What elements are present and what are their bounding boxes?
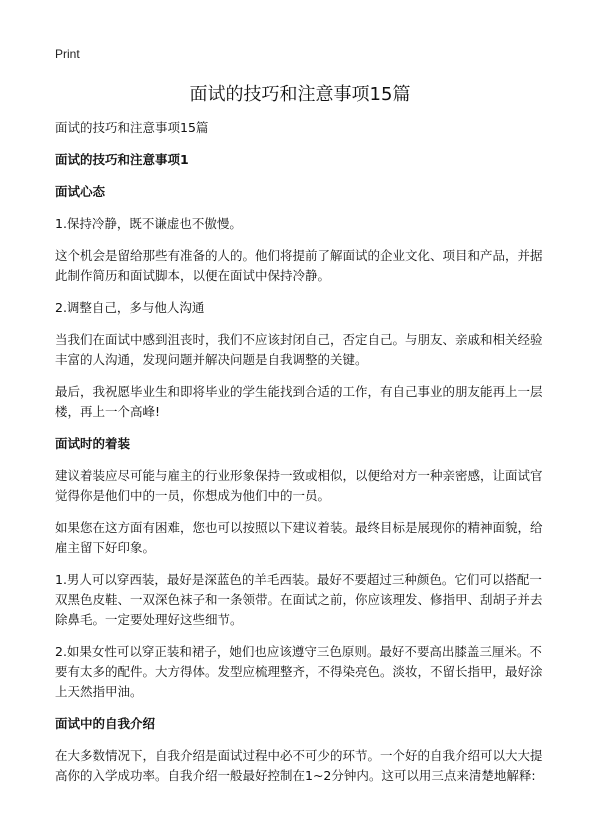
paragraph: 2.如果女性可以穿正装和裙子，她们也应该遵守三色原则。最好不要高出膝盖三厘米。不要有太多的配件。大方得体。发型应梳理整齐，不得染亮色。淡妆，不留长指甲，最好涂上天然指甲油。 (55, 644, 543, 699)
print-label[interactable]: Print (55, 47, 80, 61)
paragraph: 当我们在面试中感到沮丧时，我们不应该封闭自己，否定自己。与朋友、亲戚和相关经验丰富的人沟通，发现问题并解决问题是自我调整的关键。 (55, 332, 543, 367)
section-heading: 面试的技巧和注意事项1 (55, 152, 189, 167)
section-heading: 面试时的着装 (55, 436, 131, 451)
paragraph: 在大多数情况下，自我介绍是面试过程中必不可少的环节。一个好的自我介绍可以大大提高你的入学成功率。自我介绍一般最好控制在1~2分钟内。这可以用三点来清楚地解释: (55, 748, 543, 783)
paragraph: 1.保持冷静，既不谦虚也不傲慢。 (55, 216, 242, 231)
paragraph: 这个机会是留给那些有准备的人的。他们将提前了解面试的企业文化、项目和产品，并据此制作简历和面试脚本，以便在面试中保持冷静。 (55, 248, 543, 283)
paragraph: 2.调整自己，多与他人沟通 (55, 300, 205, 315)
document-subtitle: 面试的技巧和注意事项15篇 (55, 120, 209, 135)
paragraph: 1.男人可以穿西装，最好是深蓝色的羊毛西装。最好不要超过三种颜色。它们可以搭配一双黑色皮鞋、一双深色袜子和一条领带。在面试之前，你应该理发、修指甲、刮胡子并去除鼻毛。一定要处理好这些细节。 (55, 572, 543, 627)
document-body (55, 118, 545, 798)
section-heading: 面试中的自我介绍 (55, 716, 156, 731)
paragraph: 建议着装应尽可能与雇主的行业形象保持一致或相似，以便给对方一种亲密感，让面试官觉得你是他们中的一员，你想成为他们中的一员。 (55, 468, 543, 503)
section-heading: 面试心态 (55, 184, 106, 199)
paragraph: 如果您在这方面有困难，您也可以按照以下建议着装。最终目标是展现你的精神面貌，给雇主留下好印象。 (55, 520, 543, 555)
document-title: 面试的技巧和注意事项15篇 (189, 84, 411, 105)
paragraph: 最后，我祝愿毕业生和即将毕业的学生能找到合适的工作，有自己事业的朋友能再上一层楼，再上一个高峰! (55, 384, 543, 419)
